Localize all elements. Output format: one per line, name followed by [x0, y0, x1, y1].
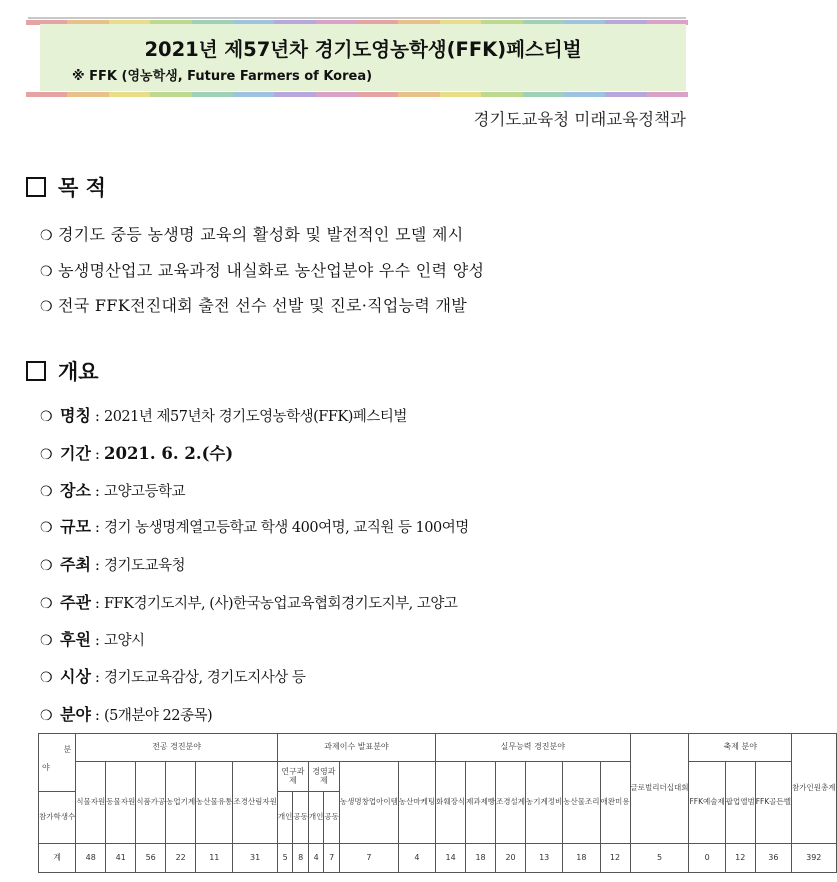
count-cell: 18 — [466, 844, 496, 873]
band-segment — [605, 92, 646, 97]
field-column: 농기계정비 — [526, 762, 563, 844]
count-cell: 20 — [496, 844, 526, 873]
count-cell: 4 — [308, 844, 324, 873]
circle-bullet-icon: ❍ — [40, 558, 53, 574]
band-segment — [523, 92, 564, 97]
overview-colon: : — [94, 482, 100, 500]
overview-label: 규모 — [60, 517, 91, 536]
field-column: 식물자원 — [76, 762, 106, 844]
overview-colon: : — [94, 594, 100, 612]
overview-label: 장소 — [60, 481, 91, 500]
band-segment — [109, 92, 150, 97]
circle-bullet-icon: ❍ — [40, 299, 53, 315]
overview-item — [40, 440, 233, 464]
count-cell: 41 — [106, 844, 136, 873]
group-header: 글로벌리더십대회 — [630, 734, 689, 844]
checkbox-square-icon — [26, 177, 46, 197]
count-cell: 5 — [277, 844, 293, 873]
table-corner — [39, 734, 76, 792]
field-column: 화훼장식 — [436, 762, 466, 844]
band-segment — [440, 92, 481, 97]
overview-label: 시상 — [60, 667, 91, 686]
overview-value: FFK경기도지부, (사)한국농업교육협회경기도지부, 고양고 — [103, 596, 458, 612]
band-segment — [274, 92, 315, 97]
overview-colon: : — [94, 631, 100, 649]
overview-value: 고양시 — [103, 633, 145, 649]
field-column: 농생명창업아이템 — [339, 762, 398, 844]
count-cell: 8 — [293, 844, 309, 873]
overview-item — [40, 514, 469, 537]
overview-label: 주관 — [60, 593, 91, 612]
field-column: 팝업앨범 — [725, 762, 755, 844]
count-cell: 0 — [689, 844, 725, 873]
circle-bullet-icon: ❍ — [40, 708, 53, 724]
overview-value: 2021. 6. 2.(수) — [103, 444, 234, 463]
overview-colon: : — [94, 706, 100, 724]
overview-colon: : — [94, 407, 100, 425]
overview-label: 명칭 — [60, 406, 91, 425]
overview-label: 후원 — [60, 630, 91, 649]
overview-value: 경기도교육감상, 경기도지사상 등 — [103, 670, 306, 686]
purpose-item-text: 농생명산업고 교육과정 내실화로 농산업분야 우수 인력 양성 — [58, 261, 485, 280]
overview-item — [40, 590, 457, 613]
purpose-heading — [26, 172, 106, 202]
circle-bullet-icon: ❍ — [40, 633, 53, 649]
field-column: 공동 — [293, 792, 309, 844]
top-rule — [28, 17, 686, 19]
department: 경기도교육청 미래교육정책과 — [473, 110, 686, 129]
field-column: 농산물유통 — [196, 762, 233, 844]
overview-value: 경기 농생명계열고등학교 학생 400여명, 교직원 등 100여명 — [103, 520, 469, 536]
count-cell: 14 — [436, 844, 466, 873]
band-segment — [481, 92, 522, 97]
group-header: 참가인원총계 — [792, 734, 836, 844]
band-segment — [26, 92, 67, 97]
purpose-heading-text: 목 적 — [58, 176, 106, 200]
overview-item — [40, 664, 305, 687]
band-segment — [316, 92, 357, 97]
overview-colon: : — [94, 445, 100, 463]
count-cell: 5 — [630, 844, 689, 873]
circle-bullet-icon: ❍ — [40, 409, 53, 425]
count-cell: 48 — [76, 844, 106, 873]
field-column: FFK골든벨 — [755, 762, 791, 844]
band-segment — [150, 92, 191, 97]
count-cell: 7 — [324, 844, 340, 873]
overview-heading — [26, 356, 99, 386]
overview-colon: : — [94, 668, 100, 686]
band-segment — [564, 92, 605, 97]
count-cell: 18 — [563, 844, 600, 873]
circle-bullet-icon: ❍ — [40, 670, 53, 686]
overview-value: 경기도교육청 — [103, 558, 186, 574]
overview-item — [40, 552, 185, 575]
field-column: 애완미용 — [600, 762, 630, 844]
count-cell: 11 — [196, 844, 233, 873]
purpose-item — [40, 293, 467, 316]
group-header: 실무능력 경진분야 — [436, 734, 630, 762]
overview-colon: : — [94, 518, 100, 536]
overview-item — [40, 702, 212, 725]
purpose-item — [40, 222, 463, 245]
count-cell: 12 — [600, 844, 630, 873]
field-column: 식품가공 — [136, 762, 166, 844]
corner-label: 야 — [42, 763, 50, 772]
overview-item — [40, 403, 407, 426]
field-column: 제과제빵 — [466, 762, 496, 844]
field-column: 농업기계 — [166, 762, 196, 844]
overview-heading-text: 개요 — [58, 360, 99, 384]
group-header: 축제 분야 — [689, 734, 792, 762]
circle-bullet-icon: ❍ — [40, 520, 53, 536]
group-header: 과제이수 발표분야 — [277, 734, 435, 762]
field-column: 농산물조리 — [563, 762, 600, 844]
overview-value: 고양고등학교 — [103, 484, 186, 500]
circle-bullet-icon: ❍ — [40, 484, 53, 500]
band-segment — [647, 92, 688, 97]
count-cell: 56 — [136, 844, 166, 873]
count-cell: 13 — [526, 844, 563, 873]
subgroup-header: 경영과제 — [308, 762, 339, 792]
banner-title: 2021년 제57년차 경기도영농학생(FFK)페스티벌 — [144, 38, 582, 61]
participants-label: 참가학생수 — [39, 792, 76, 844]
overview-label: 기간 — [60, 444, 91, 463]
band-segment — [398, 92, 439, 97]
overview-label: 주최 — [60, 555, 91, 574]
group-header: 전공 경진분야 — [76, 734, 278, 762]
band-segment — [192, 92, 233, 97]
field-column: 개인 — [308, 792, 324, 844]
field-column: 동물자원 — [106, 762, 136, 844]
circle-bullet-icon: ❍ — [40, 264, 53, 280]
field-column: 농산마케팅 — [398, 762, 435, 844]
band-segment — [357, 92, 398, 97]
count-cell: 7 — [339, 844, 398, 873]
count-cell: 31 — [233, 844, 277, 873]
checkbox-square-icon — [26, 361, 46, 381]
band-segment — [67, 92, 108, 97]
overview-colon: : — [94, 556, 100, 574]
field-column: 개인 — [277, 792, 293, 844]
count-cell: 22 — [166, 844, 196, 873]
purpose-item — [40, 258, 484, 281]
corner-label: 분 — [63, 745, 72, 754]
fields-table — [38, 733, 837, 873]
purpose-item-text: 경기도 중등 농생명 교육의 활성화 및 발전적인 모델 제시 — [58, 225, 464, 244]
purpose-item-text: 전국 FFK전진대회 출전 선수 선발 및 진로·직업능력 개발 — [58, 296, 468, 315]
overview-item — [40, 627, 145, 650]
count-cell: 392 — [792, 844, 836, 873]
overview-label: 분야 — [60, 705, 91, 724]
subgroup-header: 연구과제 — [277, 762, 308, 792]
count-cell: 4 — [398, 844, 435, 873]
circle-bullet-icon: ❍ — [40, 596, 53, 612]
overview-value: 2021년 제57년차 경기도영농학생(FFK)페스티벌 — [103, 409, 407, 425]
overview-item — [40, 478, 185, 501]
field-column: FFK예술제 — [689, 762, 725, 844]
field-column: 조경설계 — [496, 762, 526, 844]
banner-band-bottom — [26, 92, 688, 97]
banner-subtitle: ※ FFK (영농학생, Future Farmers of Korea) — [72, 69, 373, 84]
field-column: 조경산림자원 — [233, 762, 277, 844]
total-label: 계 — [39, 844, 76, 873]
circle-bullet-icon: ❍ — [40, 228, 53, 244]
band-segment — [233, 92, 274, 97]
count-cell: 12 — [725, 844, 755, 873]
count-cell: 36 — [755, 844, 791, 873]
field-column: 공동 — [324, 792, 340, 844]
circle-bullet-icon: ❍ — [40, 447, 53, 463]
overview-value: (5개분야 22종목) — [103, 708, 213, 724]
title-banner — [40, 24, 686, 91]
